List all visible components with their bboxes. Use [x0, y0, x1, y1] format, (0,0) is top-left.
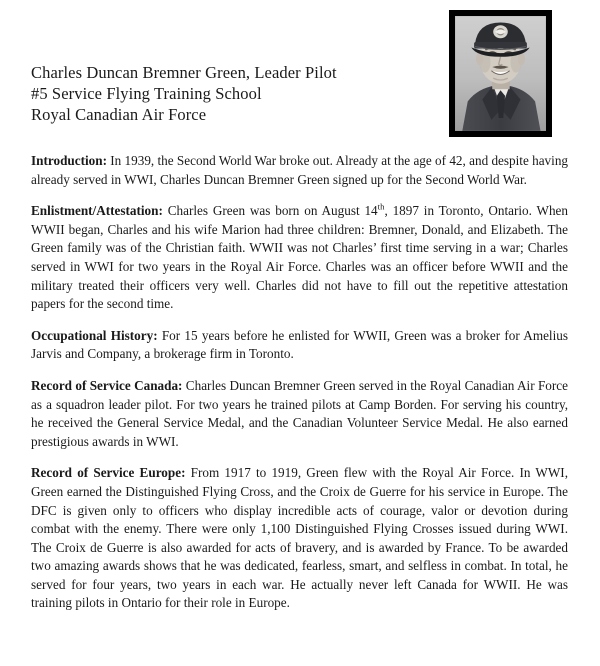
section-introduction — [31, 152, 568, 189]
section-introduction-label: Introduction: — [31, 153, 107, 168]
section-enlistment-label: Enlistment/Attestation: — [31, 203, 163, 219]
section-occupational-history — [31, 327, 568, 364]
section-record-of-service-canada — [31, 377, 568, 451]
title-line-1: Charles Duncan Bremner Green, Leader Pilot — [31, 63, 337, 82]
section-occupational-text: For 15 years before he enlisted for WWII, Green was a broker for Amelius Jarvis and Company, a brokerage firm in Toronto. — [31, 327, 568, 362]
title-line-2: #5 Service Flying Training School — [31, 84, 262, 103]
document-body — [31, 152, 568, 613]
portrait-photo — [455, 16, 546, 131]
section-enlistment-text-before: Charles Green was born on August 14 — [162, 203, 378, 219]
section-enlistment-text-after: , 1897 in Toronto, Ontario. When WWII began, Charles and his wife Marion had three children: Bremner, Donald, and Elizabeth. The Green family was of the Christian faith. WWII was not Charles’ first time serving in a war; Charles served in WWI for two years in the Royal Air Force. Charles was an officer before WWII and the military treated their officers very well. Charles did not have to fill out the repetitive attestation papers for the second time. — [31, 203, 568, 312]
portrait-photo-frame — [449, 10, 552, 137]
section-introduction-text: In 1939, the Second World War broke out. Already at the age of 42, and despite having already served in WWI, Charles Duncan Bremner Green signed up for the Second World War. — [31, 153, 569, 187]
document-title — [31, 62, 431, 125]
section-occupational-label: Occupational History: — [31, 327, 158, 343]
section-service-canada-label: Record of Service Canada: — [31, 377, 183, 393]
title-line-3: Royal Canadian Air Force — [31, 105, 207, 124]
section-enlistment-attestation — [31, 202, 568, 314]
section-service-europe-label: Record of Service Europe: — [31, 465, 186, 481]
ordinal-suffix: th — [377, 201, 385, 212]
section-service-canada-text: Charles Duncan Bremner Green served in the Royal Canadian Air Force as a squadron leader pilot. For two years he trained pilots at Camp Borden. For serving his country, he received the General Service Medal, and the Canadian Volunteer Service Medal. He also earned prestigious awards in WWI. — [31, 377, 568, 449]
section-service-europe-text: From 1917 to 1919, Green flew with the Royal Air Force. In WWI, Green earned the Distinguished Flying Cross, and the Croix de Guerre for his service in Europe. The DFC is given only to officers who display incredible acts of courage, valor or devotion during combat with the enemy. There were only 1,100 Distinguished Flying Crosses issued during WWI. The Croix de Guerre is also awarded for acts of bravery, and is awarded by France. To be awarded two amazing awards shows that he was dedicated, fearless, smart, and selfless in combat. In total, he served for four years, two years in each war. He actually never left Canada for WWII. He was training pilots in Ontario for their role in Europe. — [31, 465, 568, 611]
section-record-of-service-europe — [31, 464, 568, 613]
portrait-illustration — [455, 16, 546, 131]
